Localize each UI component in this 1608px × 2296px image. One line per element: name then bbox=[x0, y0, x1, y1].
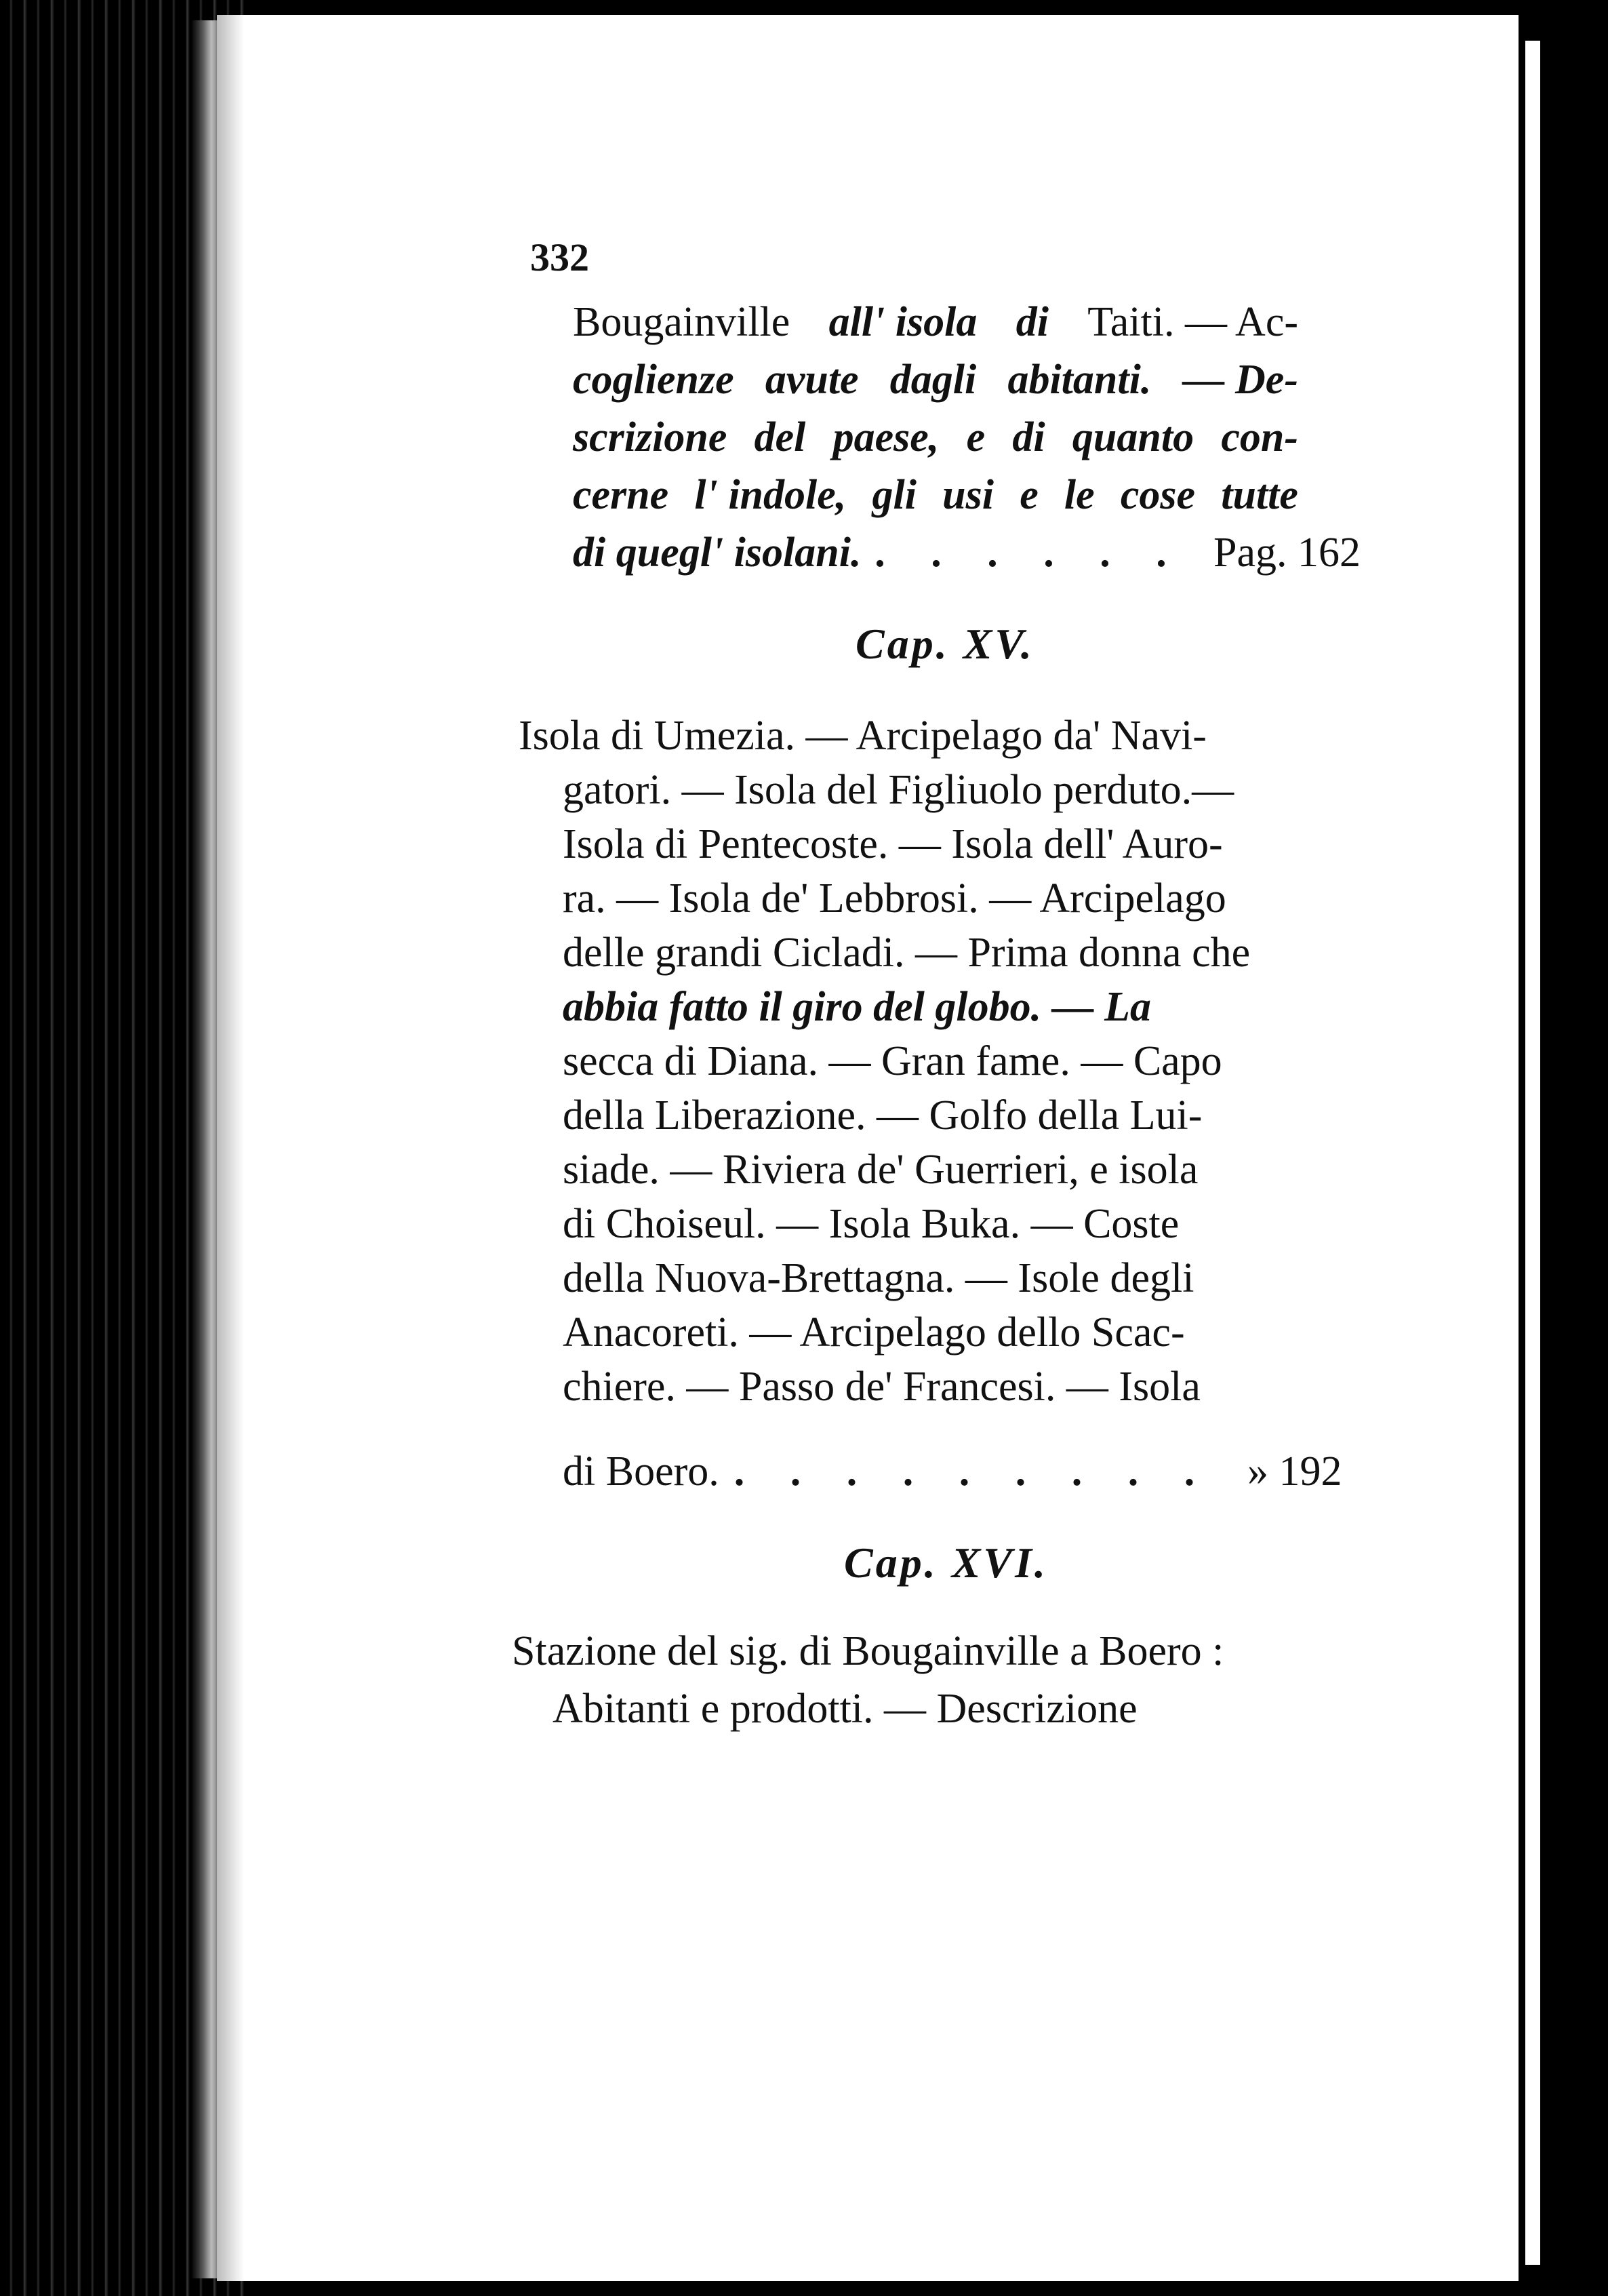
entry-1-line-4: cerne l' indole, gli usi e le cose tutte bbox=[573, 472, 1298, 518]
entry-2-line-5: delle grandi Cicladi. — Prima donna che bbox=[563, 930, 1251, 976]
entry-2-line-2: gatori. — Isola del Figliuolo perduto.— bbox=[563, 767, 1234, 813]
entry-1-line-2: coglienze avute dagli abitanti. — De- bbox=[573, 357, 1298, 403]
entry-2-line-8: della Liberazione. — Golfo della Lui- bbox=[563, 1092, 1203, 1139]
entry-2-line-9: siade. — Riviera de' Guerrieri, e isola bbox=[563, 1147, 1199, 1193]
entry-1-line-1: Bougainville all' isola di Taiti. — Ac- bbox=[573, 299, 1298, 345]
entry-3-line-1: Stazione del sig. di Bougainville a Boero : bbox=[512, 1628, 1224, 1674]
entry-2-line-10: di Choiseul. — Isola Buka. — Coste bbox=[563, 1201, 1180, 1247]
entry-1-page-ref: Pag. 162 bbox=[1213, 530, 1361, 576]
chapter-heading-xv: Cap. XV. bbox=[856, 620, 1034, 668]
entry-2-page-ref: » 192 bbox=[1247, 1448, 1342, 1495]
entry-2-line-4: ra. — Isola de' Lebbrosi. — Arcipelago bbox=[563, 875, 1226, 922]
entry-2-line-6: abbia fatto il giro del globo. — La bbox=[563, 984, 1151, 1030]
entry-1-line-3: scrizione del paese, e di quanto con- bbox=[573, 414, 1298, 460]
entry-2-line-12: Anacoreti. — Arcipelago dello Scac- bbox=[563, 1309, 1185, 1355]
page-number: 332 bbox=[530, 235, 589, 279]
entry-3-line-2: Abitanti e prodotti. — Descrizione bbox=[552, 1686, 1138, 1732]
entry-2-line-7: secca di Diana. — Gran fame. — Capo bbox=[563, 1038, 1222, 1084]
entry-2-line-1: Isola di Umezia. — Arcipelago da' Navi- bbox=[519, 713, 1207, 759]
entry-2-line-14: di Boero. . . . . . . . . . bbox=[563, 1444, 1212, 1499]
next-page-edge bbox=[1525, 41, 1540, 2265]
dot-leaders: . . . . . . bbox=[876, 530, 1186, 576]
entry-2-line-3: Isola di Pentecoste. — Isola dell' Auro- bbox=[563, 821, 1223, 867]
chapter-heading-xvi: Cap. XVI. bbox=[844, 1539, 1048, 1587]
entry-1-line-5: di quegl' isolani. . . . . . . bbox=[573, 526, 1186, 580]
entry-2-line-11: della Nuova-Brettagna. — Isole degli bbox=[563, 1255, 1194, 1301]
dot-leaders: . . . . . . . . . bbox=[733, 1448, 1213, 1495]
entry-2-line-13: chiere. — Passo de' Francesi. — Isola bbox=[563, 1364, 1201, 1410]
